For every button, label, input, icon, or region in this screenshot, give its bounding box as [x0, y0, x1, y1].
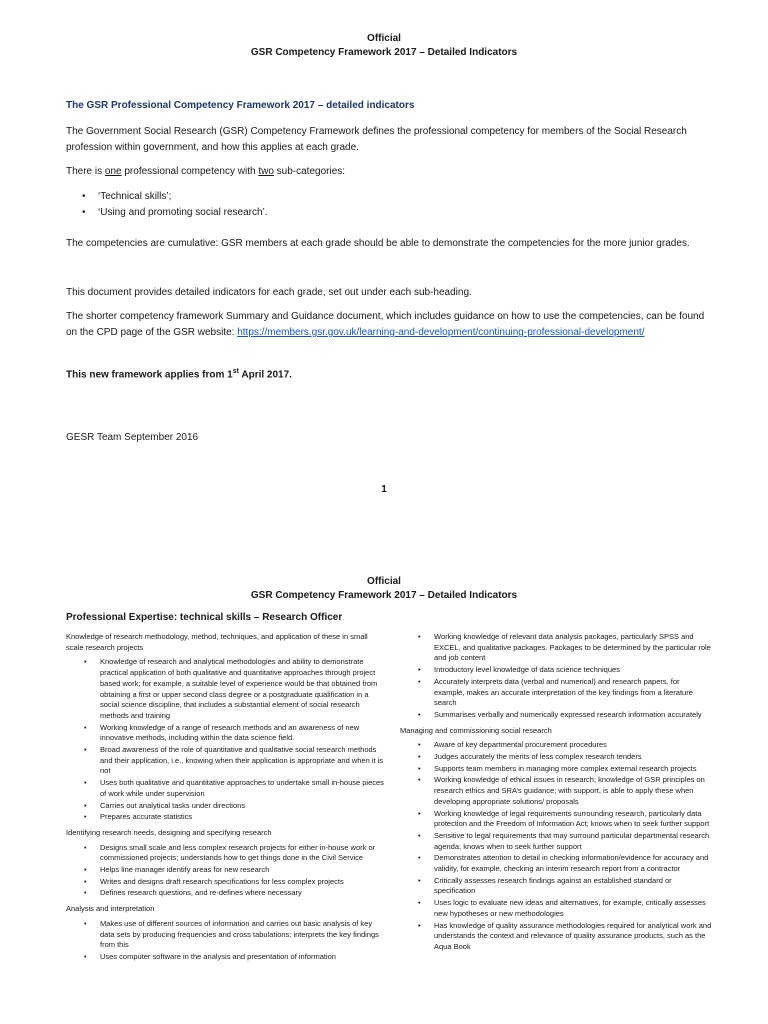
subheading-methodology: Knowledge of research methodology, method, techniques, and application of these in small scale research projects — [66, 632, 368, 652]
subheading-managing: Managing and commissioning social research — [400, 725, 552, 735]
left-column — [66, 632, 384, 968]
cpd-link[interactable]: https://members.gsr.gov.uk/learning-and-development/continuing-professional-development/ — [237, 327, 645, 338]
team-signoff: GESR Team September 2016 — [66, 432, 199, 443]
list-item: • Sensitive to legal requirements that may surround particular departmental research agenda; knows when to seek further support — [434, 831, 712, 852]
list-item: • Working knowledge of legal requirements surrounding research, particularly data protection and the Freedom of Information Act; knows when to seek further support — [434, 809, 712, 830]
applies-statement: This new framework applies from 1st April 2017. — [66, 368, 292, 381]
page-number: 1 — [381, 484, 387, 495]
sub-categories-sentence: There is one professional competency with two sub-categories: — [66, 166, 346, 177]
list-item: • Broad awareness of the role of quantitative and qualitative social research methods and their application, i.e., knowing when their application is appropriate and when it is not — [100, 745, 384, 777]
subheading-research-needs: Identifying research needs, designing and specifying research — [66, 827, 272, 837]
list-item: • Summarises verbally and numerically expressed research information accurately — [434, 710, 712, 721]
methodology-list — [66, 657, 384, 823]
intro-paragraph: The Government Social Research (GSR) Competency Framework defines the professional competency for members of the Social Research profession within government, and how this applies at each grade. — [66, 126, 687, 153]
list-item: • Defines research questions, and re-defines where necessary — [100, 888, 384, 899]
sub-category-list — [82, 189, 268, 221]
list-item: • Working knowledge of relevant data analysis packages, particularly SPSS and EXCEL, and qualitative packages. Packages to be determined by the particular role and job content — [434, 632, 712, 664]
page-header — [0, 32, 768, 60]
list-item: • Prepares accurate statistics — [100, 812, 384, 823]
list-item: • Writes and designs draft research specifications for less complex projects — [100, 877, 384, 888]
list-item: • Introductory level knowledge of data science techniques — [434, 665, 712, 676]
provides-paragraph: This document provides detailed indicators for each grade, set out under each sub-heading. — [66, 287, 472, 298]
list-item: • Carries out analytical tasks under directions — [100, 801, 384, 812]
list-item: • Uses computer software in the analysis and presentation of information — [100, 952, 384, 963]
managing-list — [400, 740, 712, 952]
page-header — [0, 575, 768, 603]
list-item: • Uses both qualitative and quantitative approaches to undertake small in-house pieces of work while under supervision — [100, 778, 384, 799]
header-official: Official — [367, 576, 401, 587]
guidance-paragraph: The shorter competency framework Summary and Guidance document, which includes guidance on how to use the competencies, can be found on the CPD page of the GSR website: https://members.gsr.gov.uk/learning-and-development/continuing-professional-development/ — [66, 311, 705, 338]
list-item: • ‘Technical skills’; — [82, 189, 268, 205]
right-column — [400, 632, 712, 958]
list-item: • Uses logic to evaluate new ideas and alternatives, for example, critically assesses new hypotheses or new methodologies — [434, 898, 712, 919]
list-item: • Has knowledge of quality assurance methodologies required for analytical work and understands the context and relevance of quality assurance products, such as the Aqua Book — [434, 921, 712, 953]
document-heading: The GSR Professional Competency Framework 2017 – detailed indicators — [66, 100, 415, 111]
header-official: Official — [367, 33, 401, 44]
analysis-continued-list — [400, 632, 712, 721]
section-title: Professional Expertise: technical skills – Research Officer — [66, 612, 343, 623]
list-item: • Judges accurately the merits of less complex research tenders — [434, 752, 712, 763]
list-item: • Supports team members in managing more complex external research projects — [434, 764, 712, 775]
list-item: • Makes use of different sources of information and carries out basic analysis of key data sets by producing frequencies and cross tabulations; interprets the key findings from this — [100, 919, 384, 951]
list-item: • Accurately interprets data (verbal and numerical) and research papers, for example, makes an accurate interpretation of the key findings from a literature search — [434, 677, 712, 709]
subheading-analysis: Analysis and interpretation — [66, 904, 155, 914]
cumulative-paragraph: The competencies are cumulative: GSR members at each grade should be able to demonstrate the competencies for the more junior grades. — [66, 238, 690, 249]
header-title: GSR Competency Framework 2017 – Detailed Indicators — [250, 47, 518, 58]
list-item: • Aware of key departmental procurement procedures — [434, 740, 712, 751]
list-item: • Designs small scale and less complex research projects for either in-house work or commissioned projects; understands how to get things done in the Civil Service — [100, 843, 384, 864]
header-title: GSR Competency Framework 2017 – Detailed Indicators — [250, 590, 518, 601]
list-item: • Working knowledge of a range of research methods and an awareness of new innovative methods, including within the data science field. — [100, 723, 384, 744]
list-item: • ‘Using and promoting social research’. — [82, 205, 268, 221]
list-item: • Working knowledge of ethical issues in research; knowledge of GSR principles on research ethics and SRA’s guidance; with support, is able to apply these when developing appropriate solutions/ proposals — [434, 775, 712, 807]
analysis-list — [66, 919, 384, 963]
list-item: • Knowledge of research and analytical methodologies and ability to demonstrate practical application of both qualitative and quantitative approaches through project based work; for example, a suitable level of experience would be that obtained from obtaining a first or upper second class degree or a postgraduate qualification in a social science discipline, that includes a substantial element of social research methods and training — [100, 657, 384, 721]
list-item: • Helps line manager identify areas for new research — [100, 865, 384, 876]
page-two — [0, 560, 768, 1024]
list-item: • Critically assesses research findings against an established standard or specification — [434, 876, 712, 897]
research-needs-list — [66, 843, 384, 900]
list-item: • Demonstrates attention to detail in checking information/evidence for accuracy and validity, for example, checking an interim research report from a contractor — [434, 853, 712, 874]
